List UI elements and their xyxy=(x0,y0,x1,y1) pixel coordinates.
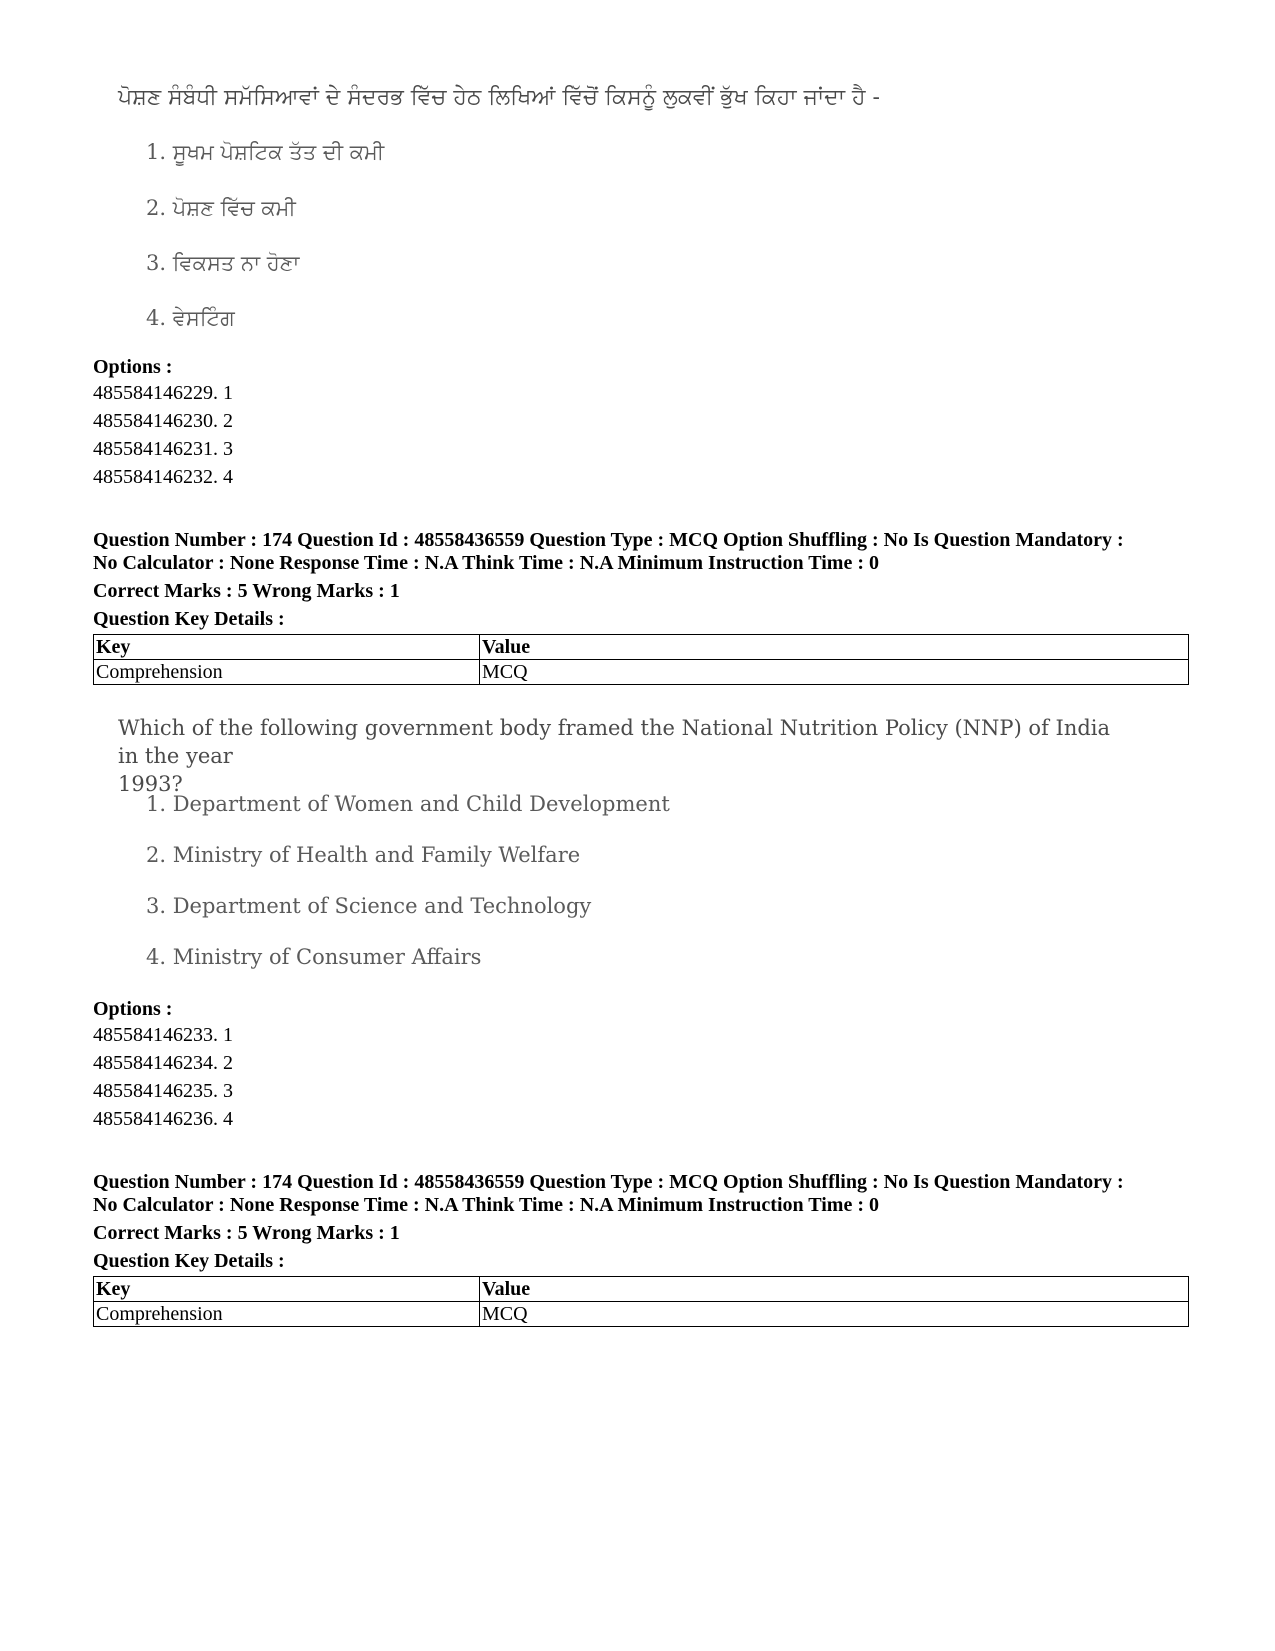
key-header-cell: Key xyxy=(94,1277,480,1302)
question-header xyxy=(93,529,1193,631)
question-stem-continued: 1993? xyxy=(118,772,183,796)
question-choice: 2. Ministry of Health and Family Welfare xyxy=(146,843,581,867)
marks-line: Correct Marks : 5 Wrong Marks : 1 xyxy=(93,580,400,602)
question-choice: 1. Department of Women and Child Development xyxy=(146,792,670,816)
option-item: 485584146229. 1 xyxy=(93,382,233,404)
key-cell: Comprehension xyxy=(94,1302,480,1327)
options-section xyxy=(93,998,1193,1133)
question-key-table xyxy=(93,634,1189,685)
question-choice: 3. ਵਿਕਸਤ ਨਾ ਹੋਣਾ xyxy=(146,251,300,275)
value-header-cell: Value xyxy=(480,635,1189,660)
options-label: Options : xyxy=(93,356,173,378)
question-key-table xyxy=(93,1276,1189,1327)
option-item: 485584146235. 3 xyxy=(93,1080,233,1102)
option-item: 485584146231. 3 xyxy=(93,438,233,460)
question-image-punjabi xyxy=(118,84,1118,344)
question-meta-line: No Calculator : None Response Time : N.A Think Time : N.A Minimum Instruction Time : 0 xyxy=(93,1194,879,1216)
question-meta-line: Question Number : 174 Question Id : 48558436559 Question Type : MCQ Option Shuffling : No Is Question Mandatory : xyxy=(93,529,1124,551)
question-choice: 4. Ministry of Consumer Affairs xyxy=(146,945,482,969)
option-item: 485584146233. 1 xyxy=(93,1024,233,1046)
option-item: 485584146236. 4 xyxy=(93,1108,233,1130)
key-header-cell: Key xyxy=(94,635,480,660)
options-section xyxy=(93,356,1193,491)
question-meta-line: Question Number : 174 Question Id : 48558436559 Question Type : MCQ Option Shuffling : No Is Question Mandatory : xyxy=(93,1171,1124,1193)
question-stem: ਪੋਸ਼ਣ ਸੰਬੰਧੀ ਸਮੱਸਿਆਵਾਂ ਦੇ ਸੰਦਰਭ ਵਿੱਚ ਹੇਠ ਲਿਖਿਆਂ ਵਿੱਚੋਂ ਕਿਸਨੂੰ ਲੁਕਵੀਂ ਭੁੱਖ ਕਿਹਾ ਜਾਂਦਾ ਹੈ - xyxy=(118,85,880,110)
value-header-cell: Value xyxy=(480,1277,1189,1302)
question-stem: Which of the following government body framed the National Nutrition Policy (NNP) of India in the year xyxy=(118,716,1111,768)
key-cell: Comprehension xyxy=(94,660,480,685)
option-item: 485584146234. 2 xyxy=(93,1052,233,1074)
value-cell: MCQ xyxy=(480,1302,1189,1327)
question-header xyxy=(93,1171,1193,1273)
options-label: Options : xyxy=(93,998,173,1020)
question-choice: 1. ਸੂਖਮ ਪੋਸ਼ਟਿਕ ਤੱਤ ਦੀ ਕਮੀ xyxy=(146,140,385,164)
key-details-label: Question Key Details : xyxy=(93,608,285,630)
key-details-label: Question Key Details : xyxy=(93,1250,285,1272)
question-image-english xyxy=(118,714,1118,974)
question-meta-line: No Calculator : None Response Time : N.A Think Time : N.A Minimum Instruction Time : 0 xyxy=(93,552,879,574)
question-choice: 3. Department of Science and Technology xyxy=(146,894,592,918)
option-item: 485584146230. 2 xyxy=(93,410,233,432)
marks-line: Correct Marks : 5 Wrong Marks : 1 xyxy=(93,1222,400,1244)
question-choice: 4. ਵੇਸਟਿੰਗ xyxy=(146,306,235,330)
option-item: 485584146232. 4 xyxy=(93,466,233,488)
question-choice: 2. ਪੋਸ਼ਣ ਵਿੱਚ ਕਮੀ xyxy=(146,196,296,220)
value-cell: MCQ xyxy=(480,660,1189,685)
